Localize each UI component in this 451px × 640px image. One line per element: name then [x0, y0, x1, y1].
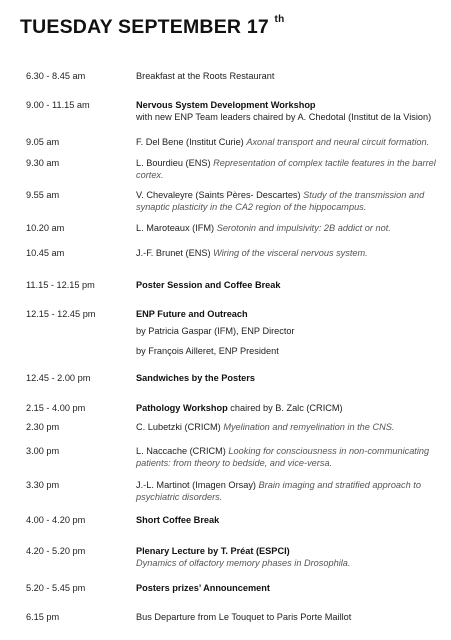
session-heading: Nervous System Development Workshop: [136, 100, 316, 110]
speaker: L. Bourdieu (ENS): [136, 158, 211, 168]
talk-details: [136, 445, 436, 469]
description: by François Ailleret, ENP President: [136, 346, 279, 356]
speaker: V. Chevaleyre (Saints Pères- Descartes): [136, 190, 301, 200]
time: 3.00 pm: [26, 446, 60, 456]
session-heading: ENP Future and Outreach: [136, 309, 248, 319]
description: with new ENP Team leaders chaired by A. Chedotal (Institut de la Vision): [136, 112, 432, 122]
talk-details: [136, 222, 436, 234]
time: 4.00 - 4.20 pm: [26, 515, 86, 525]
talk-title: Looking for consciousness in non-communicating patients: from theory to bedside, and vice-versa.: [136, 446, 430, 468]
talk-details: [136, 479, 436, 503]
talk-title: Serotonin and impulsivity: 2B addict or not.: [216, 223, 391, 233]
session-heading: Plenary Lecture by T. Préat (ESPCI): [136, 546, 290, 556]
talk-title: Wiring of the visceral nervous system.: [213, 248, 368, 258]
session-heading: Poster Session and Coffee Break: [136, 280, 281, 290]
speaker: J.-L. Martinot (Imagen Orsay): [136, 480, 256, 490]
session-heading: Short Coffee Break: [136, 515, 220, 525]
talk-title: Representation of complex tactile features in the barrel cortex.: [136, 158, 436, 180]
session-heading: Posters prizes’ Announcement: [136, 583, 270, 593]
time: 6.15 pm: [26, 612, 60, 622]
description: by Patricia Gaspar (IFM), ENP Director: [136, 326, 295, 336]
talk-details: [136, 157, 436, 181]
time: 6.30 - 8.45 am: [26, 71, 86, 81]
time: 9.05 am: [26, 137, 60, 147]
description: chaired by B. Zalc (CRICM): [230, 403, 343, 413]
time: 9.30 am: [26, 158, 60, 168]
speaker: F. Del Bene (Institut Curie): [136, 137, 244, 147]
speaker: L. Maroteaux (IFM): [136, 223, 215, 233]
speaker: C. Lubetzki (CRICM): [136, 422, 221, 432]
talk-title: Myelination and remyelination in the CNS.: [223, 422, 395, 432]
time: 3.30 pm: [26, 480, 60, 490]
description: Bus Departure from Le Touquet to Paris Porte Maillot: [136, 612, 352, 622]
talk-details: [136, 247, 436, 259]
time: 5.20 - 5.45 pm: [26, 583, 86, 593]
time: 4.20 - 5.20 pm: [26, 546, 86, 556]
description: Breakfast at the Roots Restaurant: [136, 71, 275, 81]
talk-title: Axonal transport and neural circuit formation.: [246, 137, 430, 147]
time: 9.00 - 11.15 am: [26, 100, 90, 110]
page-title: TUESDAY SEPTEMBER 17 $^{th}$: [20, 13, 285, 38]
session-heading: Sandwiches by the Posters: [136, 373, 255, 383]
time: 11.15 - 12.15 pm: [26, 280, 95, 290]
session-heading: Pathology Workshop: [136, 403, 228, 413]
talk-title: Study of the transmission and synaptic plasticity in the CA2 region of the hippocampus.: [136, 190, 425, 212]
talk-details: [136, 421, 436, 433]
time: 2.30 pm: [26, 422, 60, 432]
talk-details: [136, 189, 436, 213]
speaker: L. Naccache (CRICM): [136, 446, 226, 456]
talk-title: Brain imaging and stratified approach to psychiatric disorders.: [136, 480, 421, 502]
time: 12.15 - 12.45 pm: [26, 309, 96, 319]
time: 10.20 am: [26, 223, 65, 233]
talk-details: [136, 136, 436, 148]
title-superscript: th: [274, 13, 285, 25]
time: 2.15 - 4.00 pm: [26, 403, 86, 413]
speaker: J.-F. Brunet (ENS): [136, 248, 211, 258]
talk-details: [136, 402, 436, 414]
time: 12.45 - 2.00 pm: [26, 373, 91, 383]
talk-title: Dynamics of olfactory memory phases in Drosophila.: [136, 558, 351, 568]
time: 9.55 am: [26, 190, 60, 200]
time: 10.45 am: [26, 248, 65, 258]
